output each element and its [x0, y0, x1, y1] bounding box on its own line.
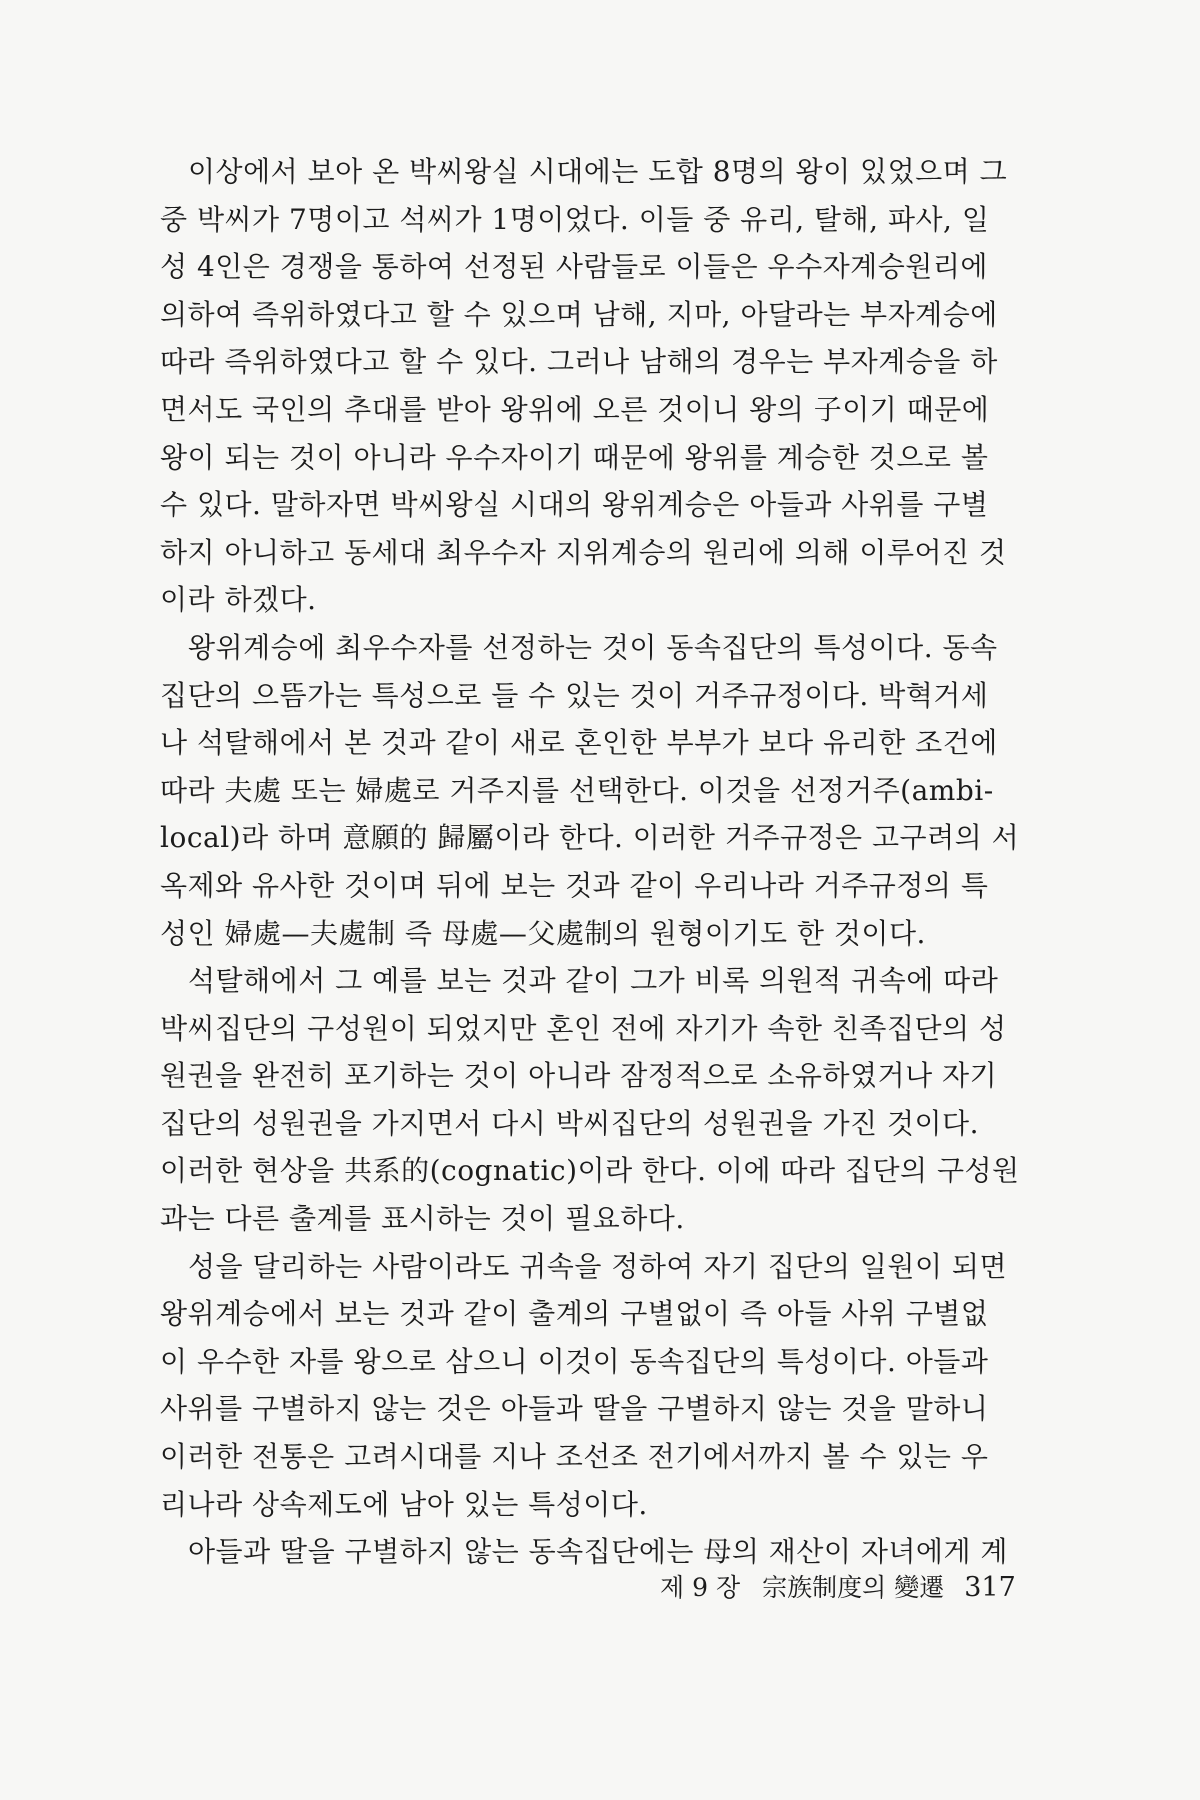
chapter-label: 제 9 장 [660, 1573, 741, 1602]
page-body [160, 148, 1060, 1576]
paragraph-2: 왕위계승에 최우수자를 선정하는 것이 동속집단의 특성이다. 동속 집단의 으뜸가는 특성으로 들 수 있는 것이 거주규정이다. 박혁거세 나 석탈해에서 본 것과 같이 새로 혼인한 부부가 보다 유리한 조건에 따라 夫處 또는 婦處로 거주지를 선택한다. 이것을 선정거주(ambi- local)라 하며 意願的 歸屬이라 한다. 이러한 거주규정은 고구려의 서 옥제와 유사한 것이며 뒤에 보는 것과 같이 우리나라 거주규정의 특 성인 婦處—夫處制 즉 母處—父處制의 원형이기도 한 것이다. [160, 630, 1020, 950]
chapter-title: 宗族制度의 變遷 [762, 1573, 945, 1602]
paragraph-4: 성을 달리하는 사람이라도 귀속을 정하여 자기 집단의 일원이 되면 왕위계승에서 보는 것과 같이 출계의 구별없이 즉 아들 사위 구별없 이 우수한 자를 왕으로 삼으니 이것이 동속집단의 특성이다. 아들과 사위를 구별하지 않는 것은 아들과 딸을 구별하지 않는 것을 말하니 이러한 전통은 고려시대를 지나 조선조 전기에서까지 볼 수 있는 우 리나라 상속제도에 남아 있는 특성이다. [160, 1249, 1008, 1521]
paragraph-1: 이상에서 보아 온 박씨왕실 시대에는 도합 8명의 왕이 있었으며 그 중 박씨가 7명이고 석씨가 1명이었다. 이들 중 유리, 탈해, 파사, 일 성 4인은 경쟁을 통하여 선정된 사람들로 이들은 우수자계승원리에 의하여 즉위하였다고 할 수 있으며 남해, 지마, 아달라는 부자계승에 따라 즉위하였다고 할 수 있다. 그러나 남해의 경우는 부자계승을 하 면서도 국인의 추대를 받아 왕위에 오른 것이니 왕의 子이기 때문에 왕이 되는 것이 아니라 우수자이기 때문에 왕위를 계승한 것으로 볼 수 있다. 말하자면 박씨왕실 시대의 왕위계승은 아들과 사위를 구별 하지 아니하고 동세대 최우수자 지위계승의 원리에 의해 이루어진 것 이라 하겠다. [160, 155, 1008, 617]
running-footer [660, 1568, 1080, 1604]
paragraph-5: 아들과 딸을 구별하지 않는 동속집단에는 母의 재산이 자녀에게 계 [188, 1535, 1008, 1569]
paragraph-3: 석탈해에서 그 예를 보는 것과 같이 그가 비록 의원적 귀속에 따라 박씨집단의 구성원이 되었지만 혼인 전에 자기가 속한 친족집단의 성 원권을 완전히 포기하는 것이 아니라 잠정적으로 소유하였거나 자기 집단의 성원권을 가지면서 다시 박씨집단의 성원권을 가진 것이다. 이러한 현상을 共系的(cognatic)이라 한다. 이에 따라 집단의 구성원 과는 다른 출계를 표시하는 것이 필요하다. [160, 964, 1020, 1236]
page-number: 317 [964, 1572, 1016, 1603]
